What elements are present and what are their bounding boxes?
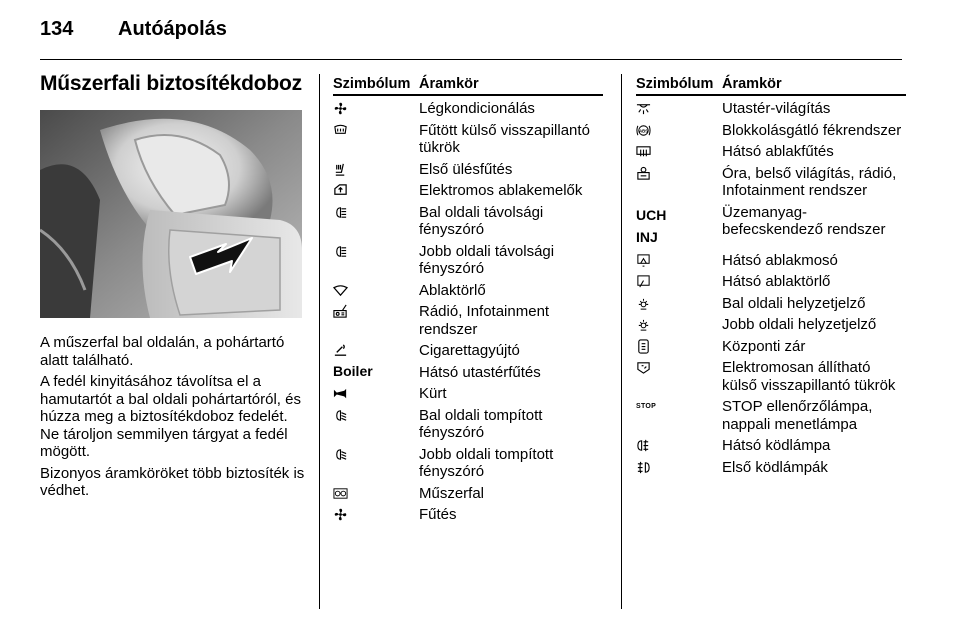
circuit-label: Rádió, Infotainment rendszer: [419, 303, 550, 338]
central-lock-icon: [636, 339, 651, 354]
fusebox-photo: [40, 110, 302, 318]
table-row: [333, 282, 603, 300]
table-row: [333, 446, 603, 481]
table-row: [636, 204, 906, 248]
circuit-label: Bal oldali helyzetjelző: [722, 294, 866, 312]
circuit-label: Jobb oldali távolsági fényszóró: [419, 242, 555, 277]
table-row: [333, 342, 603, 360]
boiler-symbol: Boiler: [333, 363, 373, 380]
table-row: [333, 506, 603, 524]
table-row: [333, 364, 603, 382]
interior-light-icon: [636, 101, 651, 116]
svg-text:ABS: ABS: [639, 127, 648, 133]
rear-fog-icon: [636, 438, 651, 453]
table-header: [636, 76, 906, 96]
circuit-header: Áramkör: [419, 76, 479, 92]
table-row: [636, 143, 906, 161]
circuit-label: Fűtött külső visszapillantó tükrök: [419, 121, 590, 156]
low-beam-left-icon: [333, 408, 348, 423]
fuse-table-2: [636, 76, 906, 476]
heater-fan-icon: [333, 507, 348, 522]
circuit-label: Utastér-világítás: [722, 100, 831, 117]
side-light-left-icon: [636, 296, 651, 311]
table-row: [636, 437, 906, 455]
circuit-label: Elektromosan állítható külső visszapillantó tükrök: [722, 359, 896, 394]
fan-icon: [333, 101, 348, 116]
circuit-label: Légkondicionálás: [419, 100, 535, 117]
symbol-header: Szimbólum: [636, 76, 714, 92]
symbol-line: UCH: [636, 206, 667, 223]
high-beam-right-icon: [333, 244, 348, 259]
power-mirror-icon: [636, 360, 651, 375]
table-row: [636, 398, 906, 433]
table-row: [333, 385, 603, 403]
front-fog-icon: [636, 460, 651, 475]
circuit-label: Hátsó ablakmosó: [722, 251, 838, 269]
circuit-label: Első ülésfűtés: [419, 160, 513, 178]
circuit-label: Fűtés: [419, 506, 457, 523]
circuit-label: Cigarettagyújtó: [419, 342, 520, 359]
symbol-header: Szimbólum: [333, 76, 411, 92]
table-row: [333, 182, 603, 200]
table-row: [333, 407, 603, 442]
page-number: 134: [40, 18, 74, 40]
table-row: [636, 459, 906, 477]
circuit-label: Blokkolásgátló fékrendszer: [722, 121, 902, 139]
table-row: [636, 273, 906, 291]
table-row: [333, 303, 603, 338]
column-divider-2: [621, 74, 622, 609]
table-row: [636, 122, 906, 140]
cigarette-lighter-icon: [333, 343, 348, 358]
circuit-label: Jobb oldali tompított fényszóró: [419, 445, 554, 480]
circuit-label: Bal oldali távolsági fényszóró: [419, 203, 544, 238]
clock-light-icon: [636, 166, 651, 181]
header-rule: [40, 59, 902, 60]
rear-wiper-icon: [636, 274, 651, 289]
circuit-label: Óra, belső világítás, rádió, Infotainment rendszer: [722, 164, 897, 199]
table-row: [333, 485, 603, 503]
circuit-label: Első ködlámpák: [722, 458, 828, 476]
section-title: Autóápolás: [118, 18, 227, 40]
paragraph-3: Bizonyos áramköröket több biztosíték is védhet.: [40, 464, 305, 499]
abs-icon: [636, 123, 651, 138]
stop-symbol: STOP: [636, 402, 657, 410]
fuse-table-1: [333, 76, 603, 524]
instrument-cluster-icon: [333, 486, 348, 501]
section-heading: Műszerfali biztosítékdoboz: [40, 72, 302, 95]
heated-mirror-icon: [333, 123, 348, 138]
table-row: [636, 295, 906, 313]
uch-inj-symbol: [636, 204, 722, 248]
table-row: [333, 100, 603, 118]
circuit-label: Jobb oldali helyzetjelző: [722, 316, 877, 333]
table-header: [333, 76, 603, 96]
circuit-label: STOP ellenőrzőlámpa, nappali menetlámpa: [722, 398, 873, 433]
low-beam-right-icon: [333, 447, 348, 462]
table-row: [333, 122, 603, 157]
rear-window-heating-icon: [636, 144, 651, 159]
circuit-label: Hátsó utastérfűtés: [419, 363, 541, 381]
table-row: [333, 243, 603, 278]
high-beam-left-icon: [333, 205, 348, 220]
symbol-line: INJ: [636, 228, 658, 245]
table-row: [636, 316, 906, 334]
radio-icon: [333, 304, 348, 319]
seat-heating-icon: [333, 162, 348, 177]
horn-icon: [333, 386, 348, 401]
power-window-icon: [333, 183, 348, 198]
side-light-right-icon: [636, 317, 651, 332]
circuit-label: Elektromos ablakemelők: [419, 182, 583, 199]
circuit-label: Hátsó ködlámpa: [722, 437, 831, 454]
table-row: [636, 100, 906, 118]
table-row: [636, 252, 906, 270]
circuit-label: Műszerfal: [419, 484, 485, 502]
paragraph-1: A műszerfal bal oldalán, a pohártartó alatt található.: [40, 334, 285, 369]
left-column: [40, 72, 308, 504]
table-row: [636, 359, 906, 394]
wiper-icon: [333, 283, 348, 298]
paragraph-2: A fedél kinyitásához távolítsa el a hamutartót a bal oldali pohártartóról, és húzza meg a biztosítékdoboz fedelét. Ne tároljon semmilyen tárgyat a fedél mögött.: [40, 373, 301, 460]
column-divider-1: [319, 74, 320, 609]
circuit-label: Üzemanyag-befecskendező rendszer: [722, 203, 886, 238]
circuit-label: Hátsó ablaktörlő: [722, 273, 831, 290]
circuit-label: Ablaktörlő: [419, 281, 486, 299]
circuit-header: Áramkör: [722, 76, 782, 92]
circuit-label: Bal oldali tompított fényszóró: [419, 406, 543, 441]
rear-washer-icon: [636, 253, 651, 268]
circuit-label: Kürt: [419, 385, 447, 402]
table-row: [333, 204, 603, 239]
table-row: [333, 161, 603, 179]
table-row: [636, 165, 906, 200]
table-row: [636, 338, 906, 356]
circuit-label: Központi zár: [722, 337, 806, 355]
circuit-label: Hátsó ablakfűtés: [722, 143, 834, 160]
